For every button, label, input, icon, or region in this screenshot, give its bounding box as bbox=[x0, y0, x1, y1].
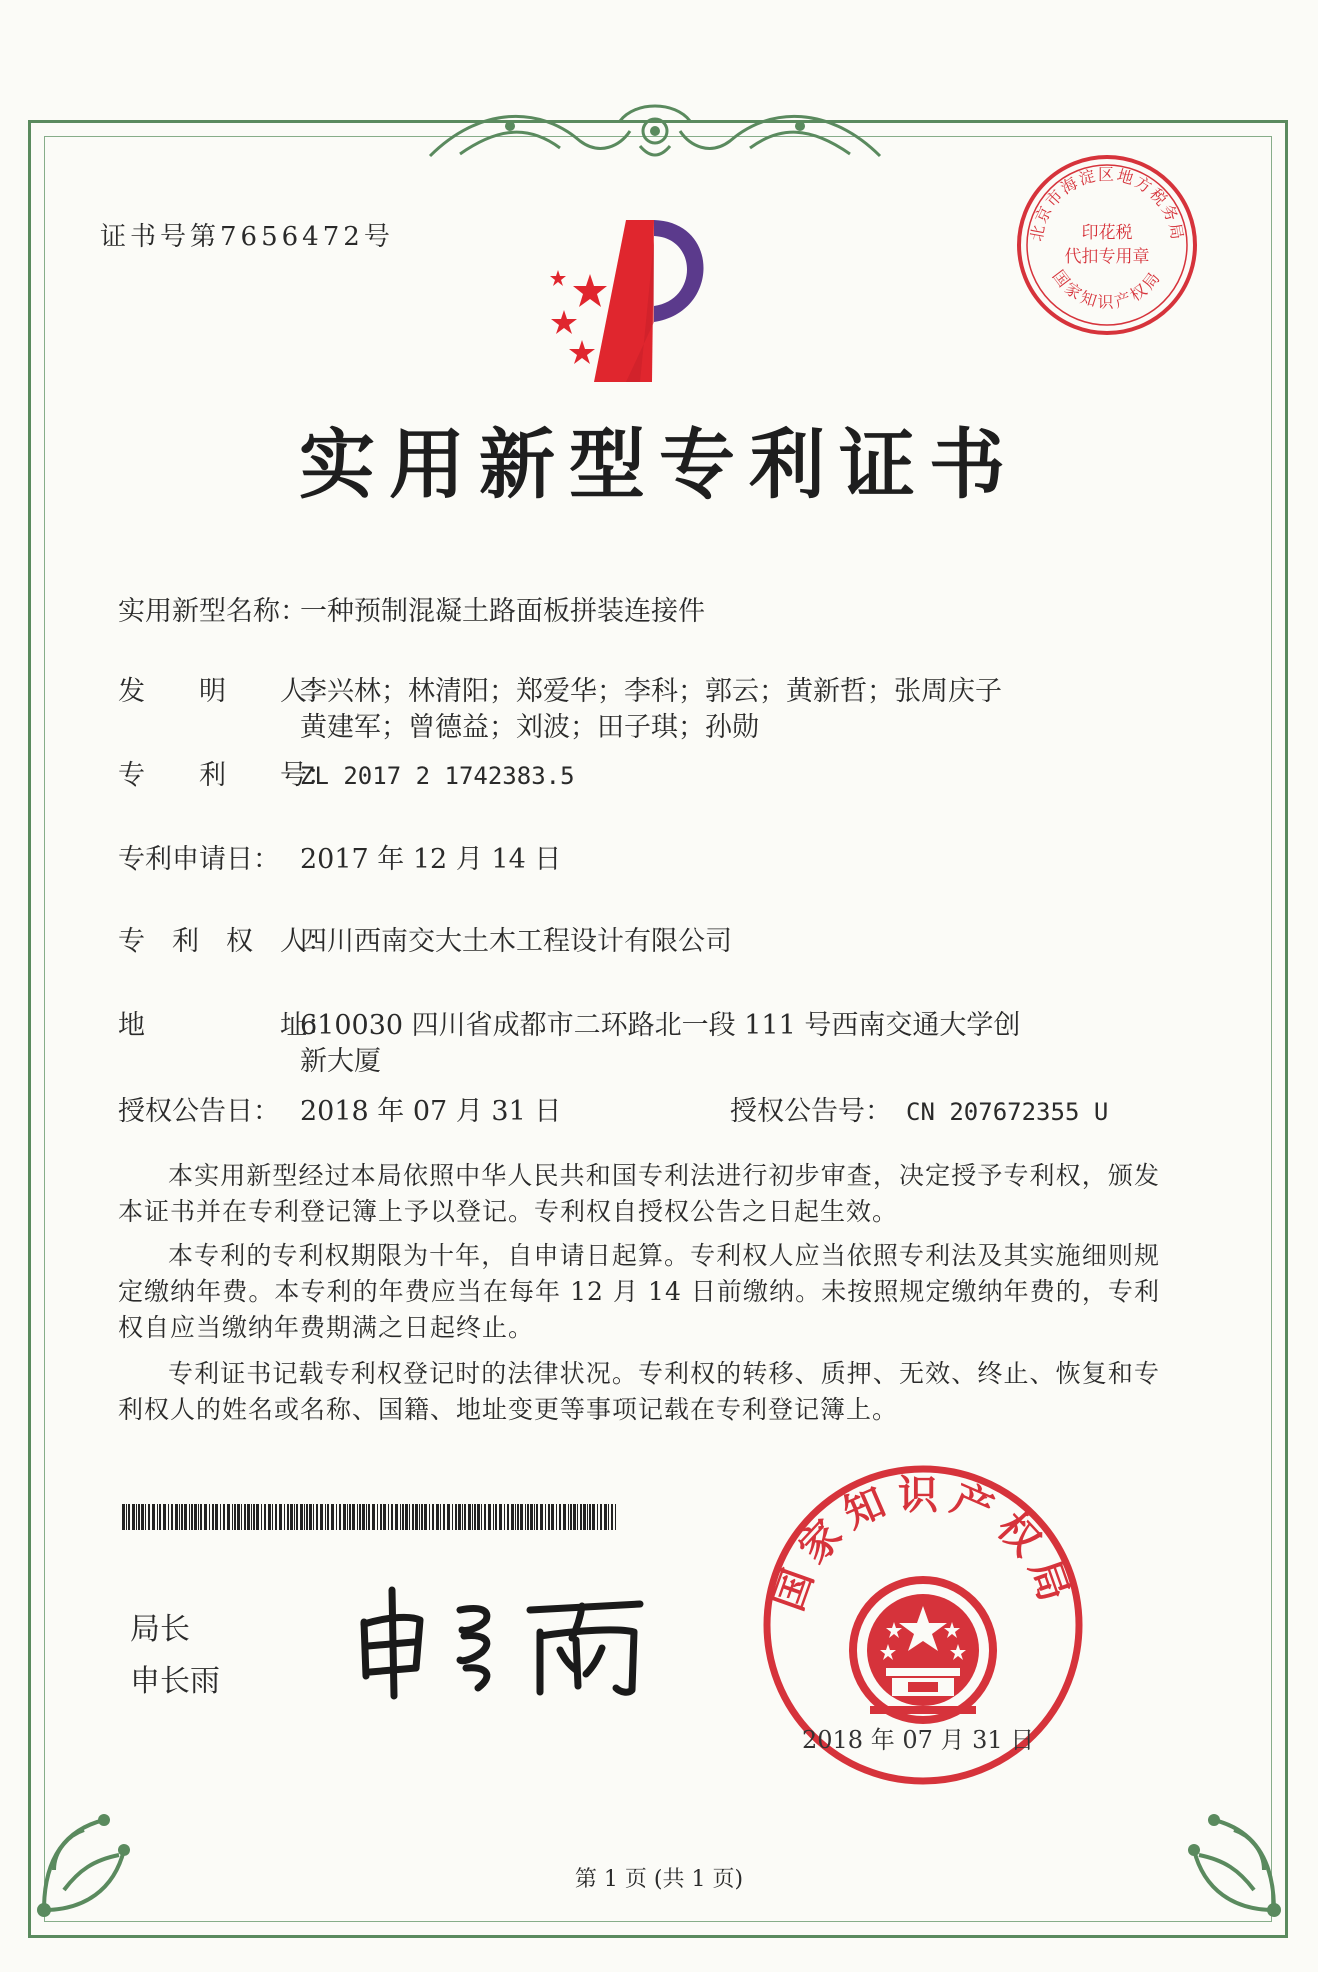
svg-text:国家知识产权局: 国家知识产权局 bbox=[1048, 266, 1166, 312]
application-date-label: 专利申请日： bbox=[118, 844, 280, 875]
corner-ornament-icon bbox=[1144, 1780, 1294, 1930]
inventor-line1: 李兴林；林清阳；郑爱华；李科；郭云；黄新哲；张周庆子 bbox=[300, 676, 1002, 707]
corner-ornament-icon bbox=[24, 1780, 174, 1930]
body-paragraph-2: 本专利的专利权期限为十年，自申请日起算。专利权人应当依照专利法及其实施细则规定缴纳年费。本专利的年费应当在每年 12 月 14 日前缴纳。未按照规定缴纳年费的，专利权自应当缴纳年费期满之日起终止。 bbox=[118, 1241, 1160, 1342]
barcode-icon bbox=[122, 1504, 616, 1530]
svg-text:北京市海淀区地方税务局: 北京市海淀区地方税务局 bbox=[1026, 165, 1188, 243]
address-line2: 新大厦 bbox=[300, 1046, 381, 1077]
grant-date-label: 授权公告日： bbox=[118, 1096, 280, 1127]
director-name: 申长雨 bbox=[130, 1664, 220, 1699]
grant-date-value: 2018 年 07 月 31 日 bbox=[300, 1096, 562, 1127]
page-number: 第 1 页 (共 1 页) bbox=[574, 1867, 744, 1892]
inventor-label: 发 明 人： bbox=[118, 676, 334, 707]
patent-number-label: 专 利 号： bbox=[118, 760, 334, 791]
svg-text:印花税: 印花税 bbox=[1081, 223, 1133, 243]
seal-date: 2018 年 07 月 31 日 bbox=[802, 1726, 1035, 1754]
handwritten-signature-icon bbox=[350, 1580, 650, 1700]
grant-number-value: CN 207672355 U bbox=[906, 1098, 1109, 1126]
certificate-number: 证书号第7656472号 bbox=[100, 222, 394, 252]
patent-office-emblem-icon bbox=[530, 212, 720, 394]
svg-text:代扣专用章: 代扣专用章 bbox=[1064, 247, 1150, 267]
utility-name-label: 实用新型名称： bbox=[118, 596, 307, 627]
patentee-value: 四川西南交大土木工程设计有限公司 bbox=[300, 926, 732, 957]
body-paragraph-1: 本实用新型经过本局依照中华人民共和国专利法进行初步审查，决定授予专利权，颁发本证书并在专利登记簿上予以登记。专利权自授权公告之日起生效。 bbox=[118, 1161, 1160, 1226]
tax-seal-icon bbox=[1012, 150, 1202, 340]
body-paragraph-3: 专利证书记载专利权登记时的法律状况。专利权的转移、质押、无效、终止、恢复和专利权人的姓名或名称、国籍、地址变更等事项记载在专利登记簿上。 bbox=[118, 1359, 1160, 1424]
utility-name-value: 一种预制混凝土路面板拼装连接件 bbox=[300, 596, 705, 627]
address-label: 地 址： bbox=[118, 1010, 334, 1041]
page-title: 实用新型专利证书 bbox=[299, 420, 1019, 509]
patentee-label: 专 利 权 人： bbox=[118, 926, 334, 957]
inventor-line2: 黄建军；曾德益；刘波；田子琪；孙勋 bbox=[300, 712, 759, 743]
grant-number-label: 授权公告号： bbox=[730, 1096, 892, 1127]
patent-number-value: ZL 2017 2 1742383.5 bbox=[300, 762, 575, 790]
director-title: 局长 bbox=[130, 1612, 190, 1647]
address-line1: 610030 四川省成都市二环路北一段 111 号西南交通大学创 bbox=[300, 1010, 1021, 1041]
svg-text:国家知识产权局: 国家知识产权局 bbox=[764, 1471, 1082, 1617]
application-date-value: 2017 年 12 月 14 日 bbox=[300, 844, 562, 875]
top-ornament-icon bbox=[420, 96, 890, 176]
